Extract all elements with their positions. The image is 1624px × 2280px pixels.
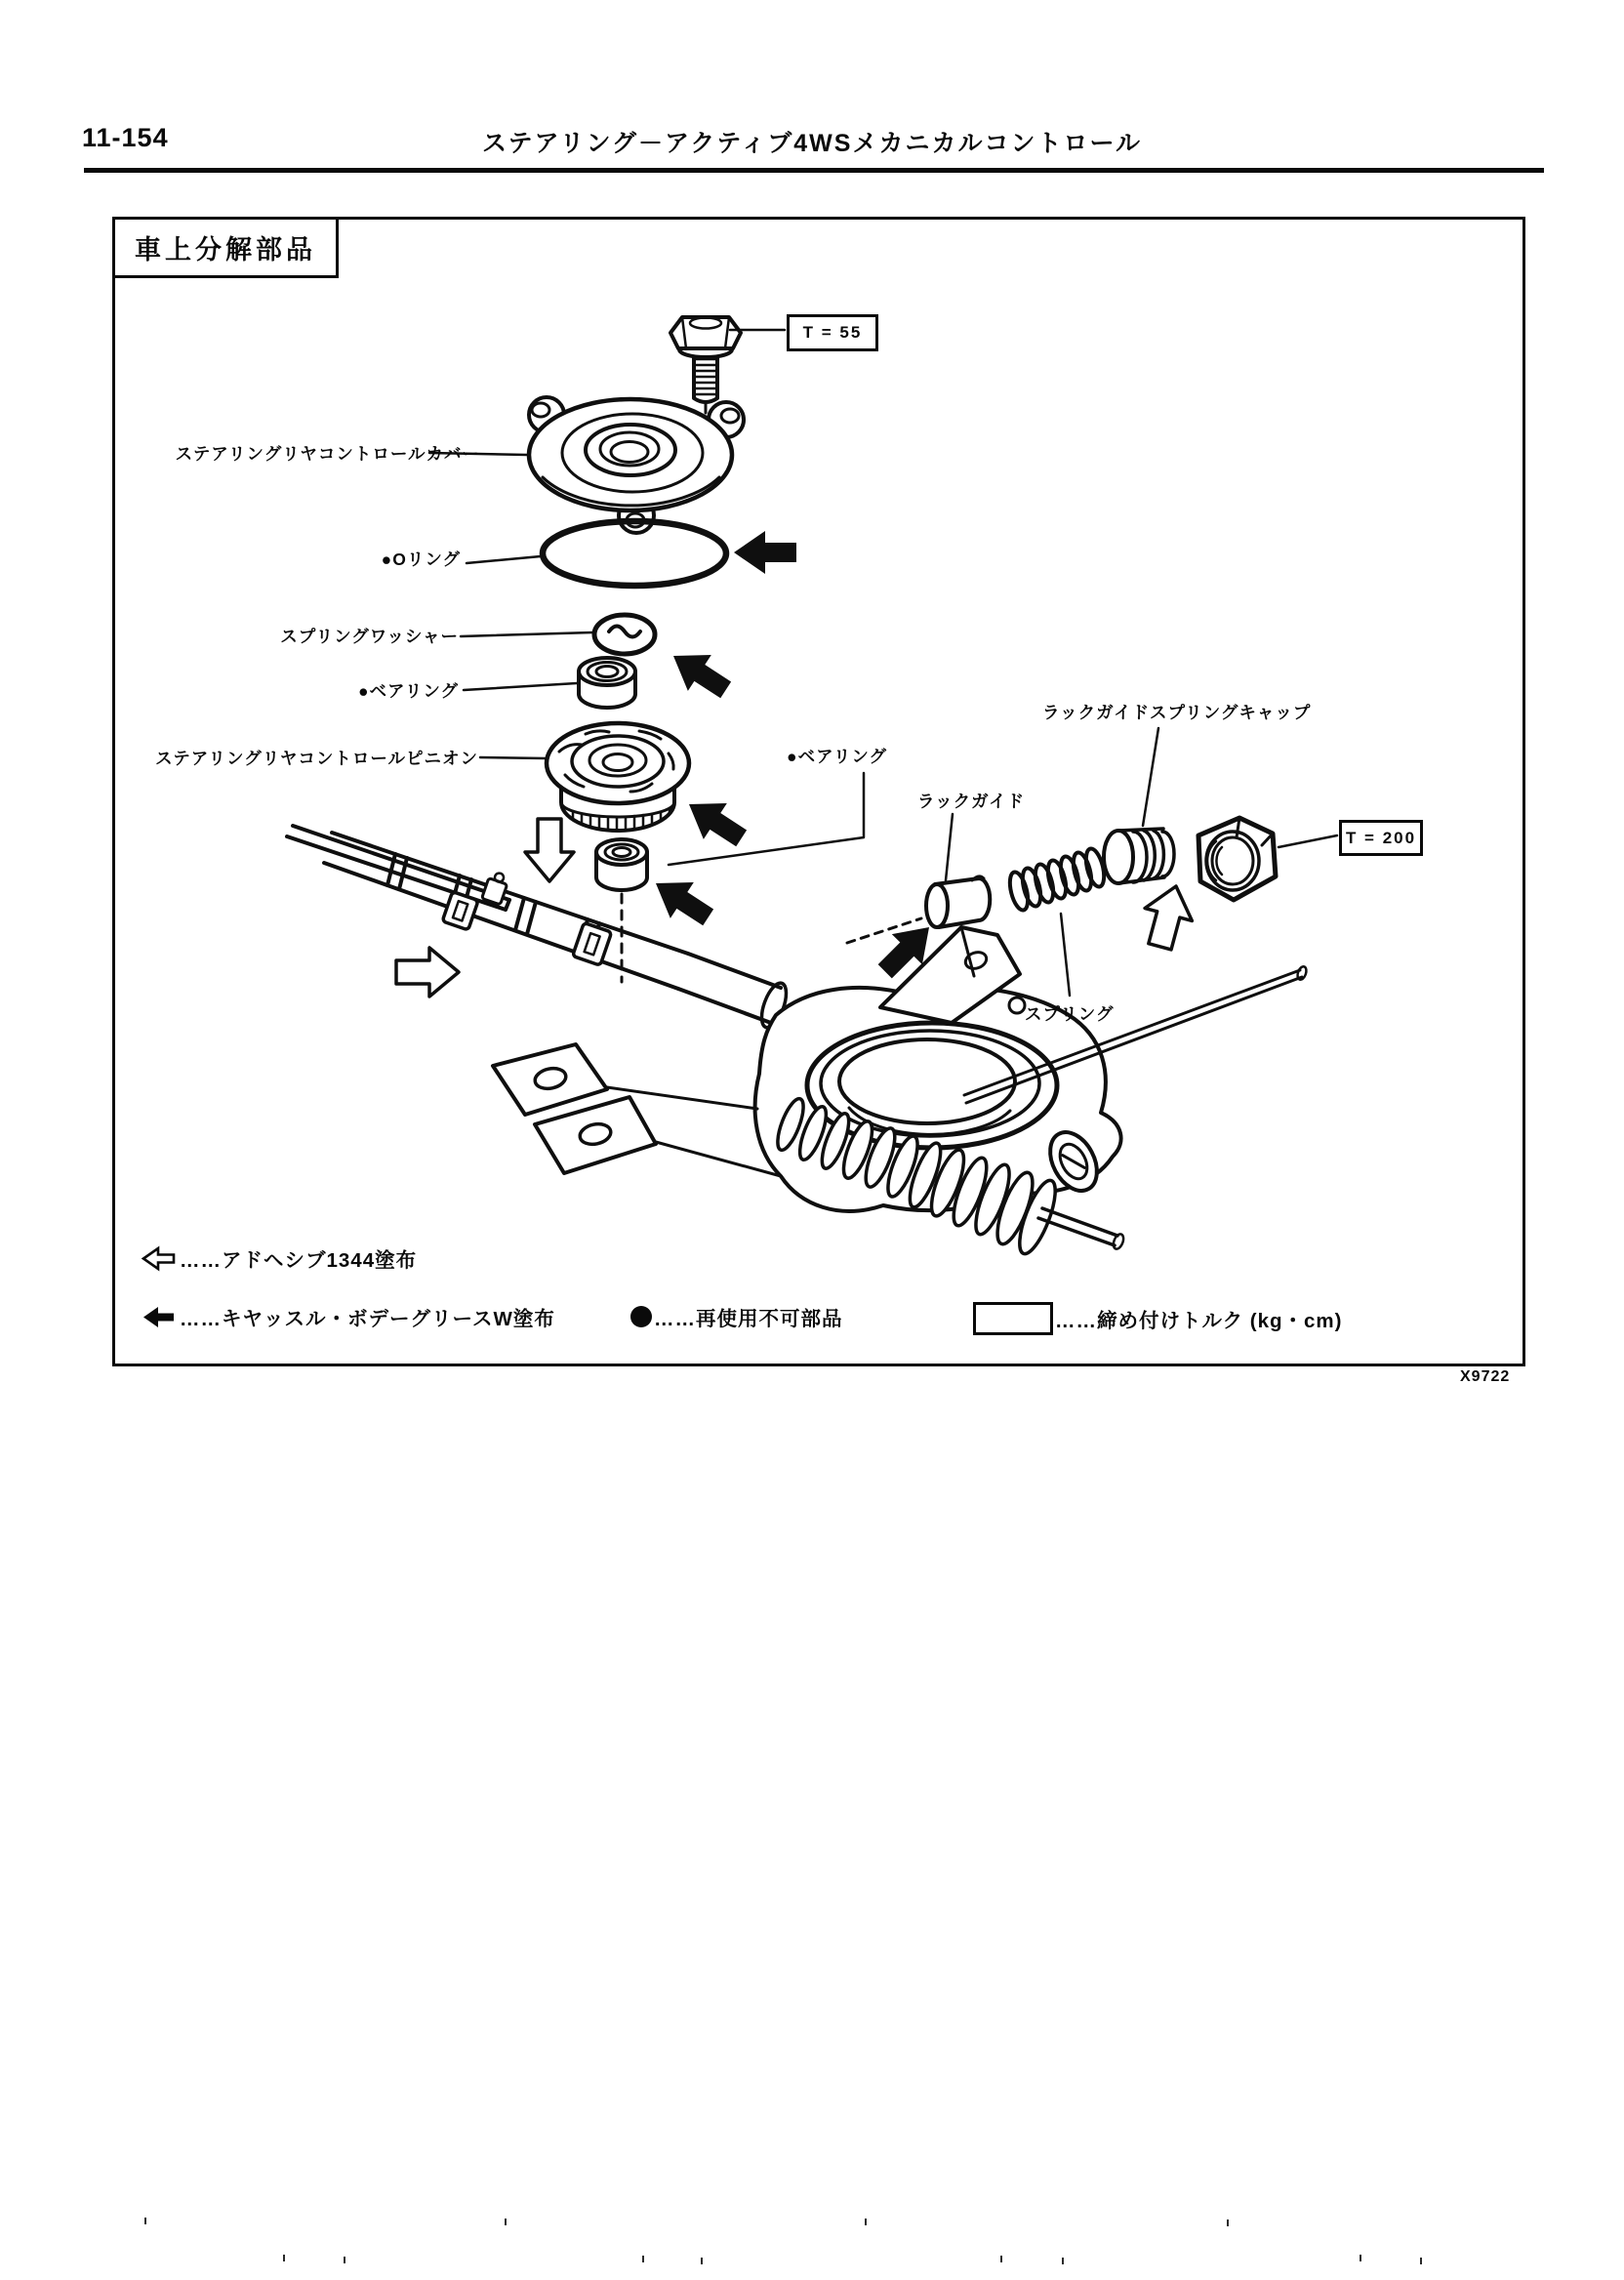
scan-tick [505, 2219, 507, 2225]
bearing-upper-drawing [579, 658, 635, 708]
figure-box-title: 車上分解部品 [112, 217, 339, 278]
page-title: ステアリング－アクティブ4WSメカニカルコントロール [482, 130, 1142, 157]
label-o-ring: ●Oリング [381, 550, 461, 569]
legend-torque-text: ……締め付けトルク (kg・cm) [1055, 1310, 1343, 1332]
label-rack-guide: ラックガイド [917, 792, 1026, 811]
legend-adhesive-text: ……アドヘシブ1344塗布 [180, 1249, 418, 1272]
label-spring-washer: スプリングワッシャー [280, 627, 459, 646]
scan-tick [1360, 2255, 1361, 2261]
label-bearing-lower: ●ベアリング [787, 747, 888, 766]
figure-code: X9722 [1460, 1368, 1511, 1385]
scan-tick [283, 2255, 285, 2261]
spring-washer-drawing [594, 615, 655, 654]
lock-nut-drawing [1198, 818, 1276, 900]
label-rack-guide-spring-cap: ラックガイドスプリングキャップ [1042, 703, 1312, 722]
legend-grease-text: ……キヤッスル・ボデーグリースW塗布 [180, 1308, 555, 1330]
empty-box-icon [973, 1302, 1053, 1335]
scan-tick [1420, 2258, 1422, 2264]
legend-non-reusable [630, 1302, 843, 1331]
cover-drawing [529, 397, 744, 533]
scan-tick [1000, 2256, 1002, 2262]
page-number: 11-154 [82, 123, 169, 152]
pinion-drawing [547, 723, 689, 831]
scan-tick [144, 2218, 146, 2224]
scan-tick [701, 2258, 703, 2264]
scan-tick [865, 2219, 867, 2225]
spring-drawing [1006, 847, 1107, 913]
exploded-diagram-svg [112, 217, 1520, 1361]
scan-tick [642, 2256, 644, 2262]
outline-left-arrow-icon [141, 1245, 178, 1272]
torque-callout-nut: T = 200 [1339, 820, 1423, 856]
scan-tick [1062, 2258, 1064, 2264]
solid-left-arrow-icon [141, 1304, 178, 1330]
legend-grease [141, 1302, 555, 1331]
label-pinion: ステアリングリヤコントロールピニオン [155, 749, 478, 768]
label-cover: ステアリングリヤコントロールカバー [175, 444, 480, 464]
torque-callout-bolt: T = 55 [787, 314, 878, 351]
label-bearing-upper: ●ベアリング [357, 681, 459, 701]
header-rule [84, 168, 1544, 173]
solid-circle-icon [630, 1306, 652, 1327]
legend-non-reusable-text: ……再使用不可部品 [654, 1308, 843, 1330]
scan-tick [1227, 2219, 1229, 2226]
legend-adhesive [141, 1243, 417, 1273]
scan-tick [344, 2257, 345, 2263]
spring-cap-drawing [1104, 829, 1174, 883]
legend-torque [973, 1302, 1343, 1335]
label-spring: スプリング [1025, 1004, 1115, 1024]
